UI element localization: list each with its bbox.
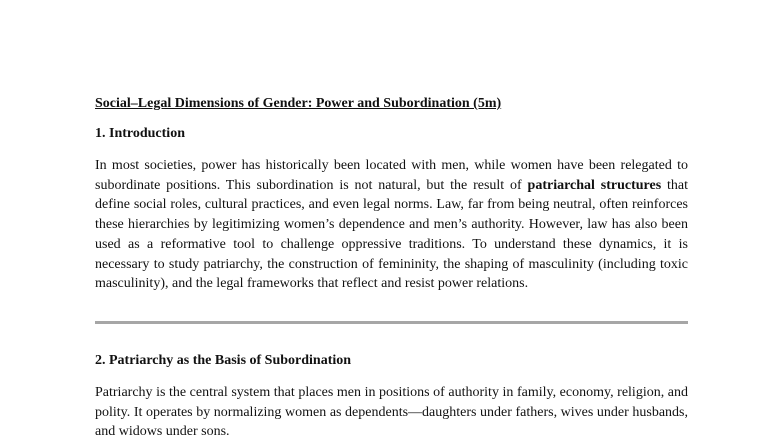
introduction-text-end: that define social roles, cultural practices, and even legal norms. Law, far from being neutral, often reinforces these hierarchies by legitimizing women’s dependence and men’s authority. However, law has also been used as a reformative tool to challenge oppressive traditions. To understand these dynamics, it is necessary to study patriarchy, the construction of femininity, the shaping of masculinity (including toxic masculinity), and the legal frameworks that reflect and resist power relations. [95, 177, 688, 292]
introduction-text-start: In most societies, power has historically been located with men, while women have been relegated to subordinate positions. This subordination is not natural, but the result of [95, 158, 688, 193]
section-heading-patriarchy: 2. Patriarchy as the Basis of Subordination [95, 353, 352, 368]
section-heading-introduction: 1. Introduction [95, 126, 185, 141]
introduction-bold-term: patriarchal structures [527, 177, 662, 193]
patriarchy-paragraph: Patriarchy is the central system that places men in positions of authority in family, economy, religion, and polity. It operates by normalizing women as dependents—daughters under fathers, wives under husbands, and widows under sons. [95, 385, 688, 440]
introduction-paragraph [95, 156, 688, 294]
document-title: Social–Legal Dimensions of Gender: Power and Subordination (5m) [95, 96, 502, 111]
section-divider [95, 321, 688, 324]
